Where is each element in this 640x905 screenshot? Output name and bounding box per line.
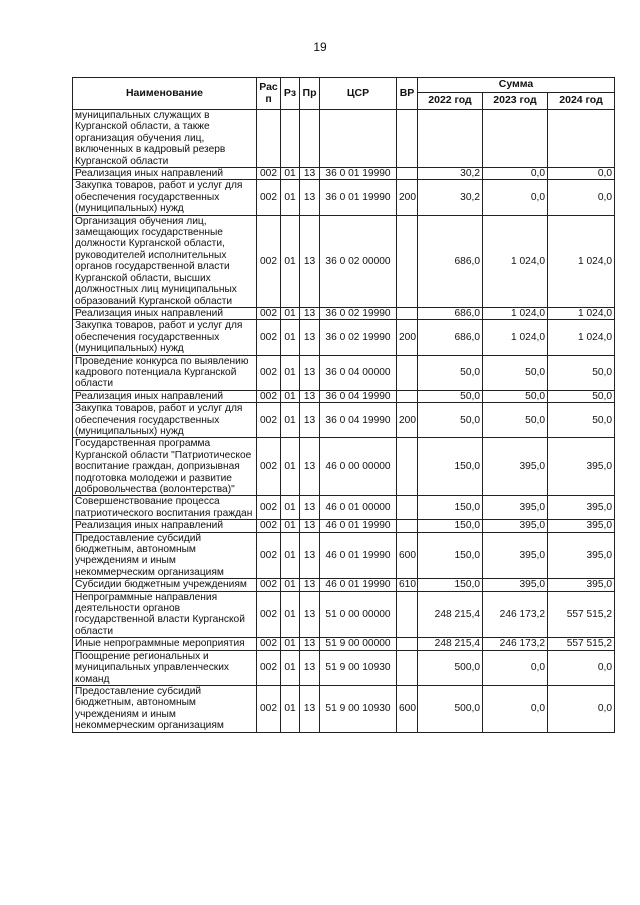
table-cell-2024: 1 024,0 (548, 307, 615, 319)
table-row (73, 591, 615, 638)
table-cell-vr (397, 307, 418, 319)
table-cell-rasp: 002 (257, 520, 281, 532)
table-cell-2024: 0,0 (548, 168, 615, 180)
table-cell-name: Предоставление субсидий бюджетным, автономным учреждениям и иным некоммерческим организациям (73, 685, 257, 732)
table-cell-name: Непрограммные направления деятельности органов государственной власти Курганской области (73, 591, 257, 638)
table-cell-2024: 50,0 (548, 403, 615, 438)
table-cell-2022: 248 215,4 (418, 638, 483, 650)
table-cell-2023: 1 024,0 (483, 215, 548, 307)
header-csr: ЦСР (320, 78, 397, 110)
table-cell-rasp: 002 (257, 215, 281, 307)
table-cell-pr: 13 (300, 390, 320, 402)
table-cell-2024 (548, 110, 615, 168)
table-cell-2024: 0,0 (548, 180, 615, 215)
table-cell-2023: 0,0 (483, 180, 548, 215)
table-row (73, 403, 615, 438)
table-cell-rz: 01 (281, 591, 300, 638)
table-cell-pr: 13 (300, 215, 320, 307)
table-cell-csr: 46 0 01 19990 (320, 579, 397, 591)
table-cell-rasp: 002 (257, 403, 281, 438)
header-name: Наименование (73, 78, 257, 110)
table-row (73, 307, 615, 319)
table-cell-rz: 01 (281, 320, 300, 355)
table-cell-vr (397, 496, 418, 520)
table-cell-rasp: 002 (257, 180, 281, 215)
table-cell-pr: 13 (300, 438, 320, 496)
table-cell-rasp: 002 (257, 591, 281, 638)
table-cell-2022: 500,0 (418, 685, 483, 732)
table-cell-pr: 13 (300, 650, 320, 685)
table-cell-rz: 01 (281, 168, 300, 180)
table-cell-rz: 01 (281, 180, 300, 215)
table-cell-2024: 50,0 (548, 355, 615, 390)
table-cell-2024: 395,0 (548, 579, 615, 591)
table-cell-2022 (418, 110, 483, 168)
table-cell-2022: 248 215,4 (418, 591, 483, 638)
table-cell-pr: 13 (300, 307, 320, 319)
table-cell-2022: 150,0 (418, 579, 483, 591)
table-row (73, 215, 615, 307)
table-cell-rz: 01 (281, 638, 300, 650)
table-cell-rz: 01 (281, 650, 300, 685)
table-row (73, 320, 615, 355)
table-cell-2024: 395,0 (548, 496, 615, 520)
table-cell-pr: 13 (300, 320, 320, 355)
table-row (73, 685, 615, 732)
table-cell-rz: 01 (281, 438, 300, 496)
table-row (73, 355, 615, 390)
table-cell-rz (281, 110, 300, 168)
header-summa: Сумма (418, 78, 615, 93)
table-cell-2023: 246 173,2 (483, 638, 548, 650)
table-cell-csr: 36 0 04 19990 (320, 403, 397, 438)
table-cell-vr (397, 650, 418, 685)
header-rz: Рз (281, 78, 300, 110)
table-cell-2023: 1 024,0 (483, 307, 548, 319)
table-cell-name: Реализация иных направлений (73, 390, 257, 402)
table-cell-vr: 200 (397, 320, 418, 355)
table-cell-2022: 686,0 (418, 307, 483, 319)
budget-table (72, 77, 615, 733)
table-cell-csr: 46 0 01 00000 (320, 496, 397, 520)
table-cell-pr: 13 (300, 180, 320, 215)
table-cell-rasp: 002 (257, 638, 281, 650)
table-cell-rz: 01 (281, 215, 300, 307)
table-cell-csr: 36 0 02 00000 (320, 215, 397, 307)
table-cell-2022: 50,0 (418, 390, 483, 402)
table-cell-2023: 50,0 (483, 390, 548, 402)
table-cell-2023: 246 173,2 (483, 591, 548, 638)
table-cell-vr (397, 215, 418, 307)
table-cell-name: Закупка товаров, работ и услуг для обеспечения государственных (муниципальных) нужд (73, 403, 257, 438)
table-cell-name: Предоставление субсидий бюджетным, автономным учреждениям и иным некоммерческим организациям (73, 532, 257, 579)
table-cell-rasp: 002 (257, 168, 281, 180)
header-vr: ВР (397, 78, 418, 110)
table-cell-vr: 610 (397, 579, 418, 591)
table-row (73, 532, 615, 579)
table-cell-rasp: 002 (257, 496, 281, 520)
table-cell-2022: 30,2 (418, 180, 483, 215)
table-cell-2023: 395,0 (483, 579, 548, 591)
table-cell-csr (320, 110, 397, 168)
table-cell-name: Иные непрограммные мероприятия (73, 638, 257, 650)
table-cell-2024: 395,0 (548, 520, 615, 532)
table-cell-rz: 01 (281, 307, 300, 319)
table-cell-pr: 13 (300, 355, 320, 390)
table-cell-vr (397, 110, 418, 168)
table-cell-2023: 1 024,0 (483, 320, 548, 355)
table-cell-name: Проведение конкурса по выявлению кадрового потенциала Курганской области (73, 355, 257, 390)
table-cell-vr: 200 (397, 180, 418, 215)
table-cell-name: Организация обучения лиц, замещающих государственные должности Курганской области, руководителей исполнительных органов государственной власти Курганской области, высших должностных лиц муниципальных образований Курганской области (73, 215, 257, 307)
table-cell-pr: 13 (300, 496, 320, 520)
table-cell-2023: 0,0 (483, 168, 548, 180)
table-cell-2023: 50,0 (483, 403, 548, 438)
table-cell-pr: 13 (300, 168, 320, 180)
table-cell-2023: 0,0 (483, 650, 548, 685)
table-cell-csr: 51 0 00 00000 (320, 591, 397, 638)
table-cell-pr (300, 110, 320, 168)
table-cell-2024: 0,0 (548, 650, 615, 685)
table-cell-vr: 600 (397, 532, 418, 579)
table-cell-csr: 46 0 01 19990 (320, 520, 397, 532)
table-cell-vr (397, 438, 418, 496)
table-cell-csr: 36 0 01 19990 (320, 180, 397, 215)
table-row (73, 520, 615, 532)
table-cell-rasp: 002 (257, 390, 281, 402)
header-pr: Пр (300, 78, 320, 110)
table-cell-name: Реализация иных направлений (73, 520, 257, 532)
table-cell-rz: 01 (281, 390, 300, 402)
table-cell-pr: 13 (300, 403, 320, 438)
table-cell-name: Реализация иных направлений (73, 168, 257, 180)
table-cell-csr: 36 0 02 19990 (320, 307, 397, 319)
table-cell-2023: 395,0 (483, 520, 548, 532)
table-cell-vr (397, 390, 418, 402)
table-cell-pr: 13 (300, 685, 320, 732)
table-cell-2024: 1 024,0 (548, 215, 615, 307)
table-cell-name: Закупка товаров, работ и услуг для обеспечения государственных (муниципальных) нужд (73, 180, 257, 215)
table-cell-vr (397, 355, 418, 390)
page-number: 19 (313, 40, 327, 54)
table-cell-rasp: 002 (257, 438, 281, 496)
table-cell-pr: 13 (300, 638, 320, 650)
table-cell-2023 (483, 110, 548, 168)
table-cell-rz: 01 (281, 520, 300, 532)
table-cell-rasp: 002 (257, 650, 281, 685)
table-row (73, 496, 615, 520)
table-cell-name: Реализация иных направлений (73, 307, 257, 319)
table-row (73, 180, 615, 215)
table-cell-2023: 395,0 (483, 532, 548, 579)
table-cell-name: Субсидии бюджетным учреждениям (73, 579, 257, 591)
table-cell-pr: 13 (300, 520, 320, 532)
table-cell-2022: 150,0 (418, 438, 483, 496)
table-row (73, 110, 615, 168)
table-cell-pr: 13 (300, 579, 320, 591)
table-cell-csr: 36 0 01 19990 (320, 168, 397, 180)
table-cell-2022: 150,0 (418, 520, 483, 532)
header-2024: 2024 год (548, 93, 615, 110)
table-cell-vr: 600 (397, 685, 418, 732)
table-cell-csr: 36 0 04 19990 (320, 390, 397, 402)
header-rasp: Рас п (257, 78, 281, 110)
table-cell-rz: 01 (281, 579, 300, 591)
table-cell-rasp: 002 (257, 685, 281, 732)
table-cell-name: Закупка товаров, работ и услуг для обеспечения государственных (муниципальных) нужд (73, 320, 257, 355)
table-cell-rz: 01 (281, 685, 300, 732)
table-row (73, 438, 615, 496)
header-2022: 2022 год (418, 93, 483, 110)
table-cell-rz: 01 (281, 403, 300, 438)
table-cell-2023: 395,0 (483, 438, 548, 496)
table-cell-2022: 50,0 (418, 403, 483, 438)
table-cell-2023: 395,0 (483, 496, 548, 520)
table-cell-csr: 51 9 00 00000 (320, 638, 397, 650)
table-cell-2022: 150,0 (418, 532, 483, 579)
table-cell-2022: 50,0 (418, 355, 483, 390)
table-cell-rasp (257, 110, 281, 168)
table-cell-name: муниципальных служащих в Курганской области, а также организация обучения лиц, включенных в кадровый резерв Курганской области (73, 110, 257, 168)
table-cell-vr (397, 638, 418, 650)
table-cell-2023: 50,0 (483, 355, 548, 390)
table-cell-csr: 36 0 04 00000 (320, 355, 397, 390)
table-cell-vr (397, 520, 418, 532)
table-cell-name: Поощрение региональных и муниципальных управленческих команд (73, 650, 257, 685)
table-cell-2024: 1 024,0 (548, 320, 615, 355)
table-cell-2024: 0,0 (548, 685, 615, 732)
table-cell-pr: 13 (300, 591, 320, 638)
table-cell-rz: 01 (281, 532, 300, 579)
table-cell-vr (397, 591, 418, 638)
table-cell-2022: 500,0 (418, 650, 483, 685)
table-cell-rasp: 002 (257, 355, 281, 390)
table-row (73, 650, 615, 685)
table-cell-2024: 395,0 (548, 438, 615, 496)
table-row (73, 168, 615, 180)
table-cell-2022: 150,0 (418, 496, 483, 520)
table-cell-csr: 46 0 00 00000 (320, 438, 397, 496)
table-cell-vr: 200 (397, 403, 418, 438)
table-cell-2024: 395,0 (548, 532, 615, 579)
table-cell-rasp: 002 (257, 307, 281, 319)
table-cell-name: Совершенствование процесса патриотического воспитания граждан (73, 496, 257, 520)
table-cell-2024: 557 515,2 (548, 638, 615, 650)
header-2023: 2023 год (483, 93, 548, 110)
table-cell-2024: 557 515,2 (548, 591, 615, 638)
table-cell-rz: 01 (281, 496, 300, 520)
table-cell-name: Государственная программа Курганской области "Патриотическое воспитание граждан, допризывная подготовка молодежи и развитие добровольчества (волонтерства)" (73, 438, 257, 496)
table-cell-vr (397, 168, 418, 180)
table-cell-2022: 686,0 (418, 215, 483, 307)
table-row (73, 579, 615, 591)
table-cell-2022: 30,2 (418, 168, 483, 180)
table-cell-2024: 50,0 (548, 390, 615, 402)
table-cell-rasp: 002 (257, 320, 281, 355)
table-cell-rasp: 002 (257, 579, 281, 591)
table-cell-pr: 13 (300, 532, 320, 579)
table-cell-rasp: 002 (257, 532, 281, 579)
table-cell-csr: 51 9 00 10930 (320, 650, 397, 685)
table-cell-2023: 0,0 (483, 685, 548, 732)
table-cell-csr: 36 0 02 19990 (320, 320, 397, 355)
table-cell-csr: 46 0 01 19990 (320, 532, 397, 579)
table-cell-2022: 686,0 (418, 320, 483, 355)
table-row (73, 638, 615, 650)
table-row (73, 390, 615, 402)
table-cell-csr: 51 9 00 10930 (320, 685, 397, 732)
table-cell-rz: 01 (281, 355, 300, 390)
